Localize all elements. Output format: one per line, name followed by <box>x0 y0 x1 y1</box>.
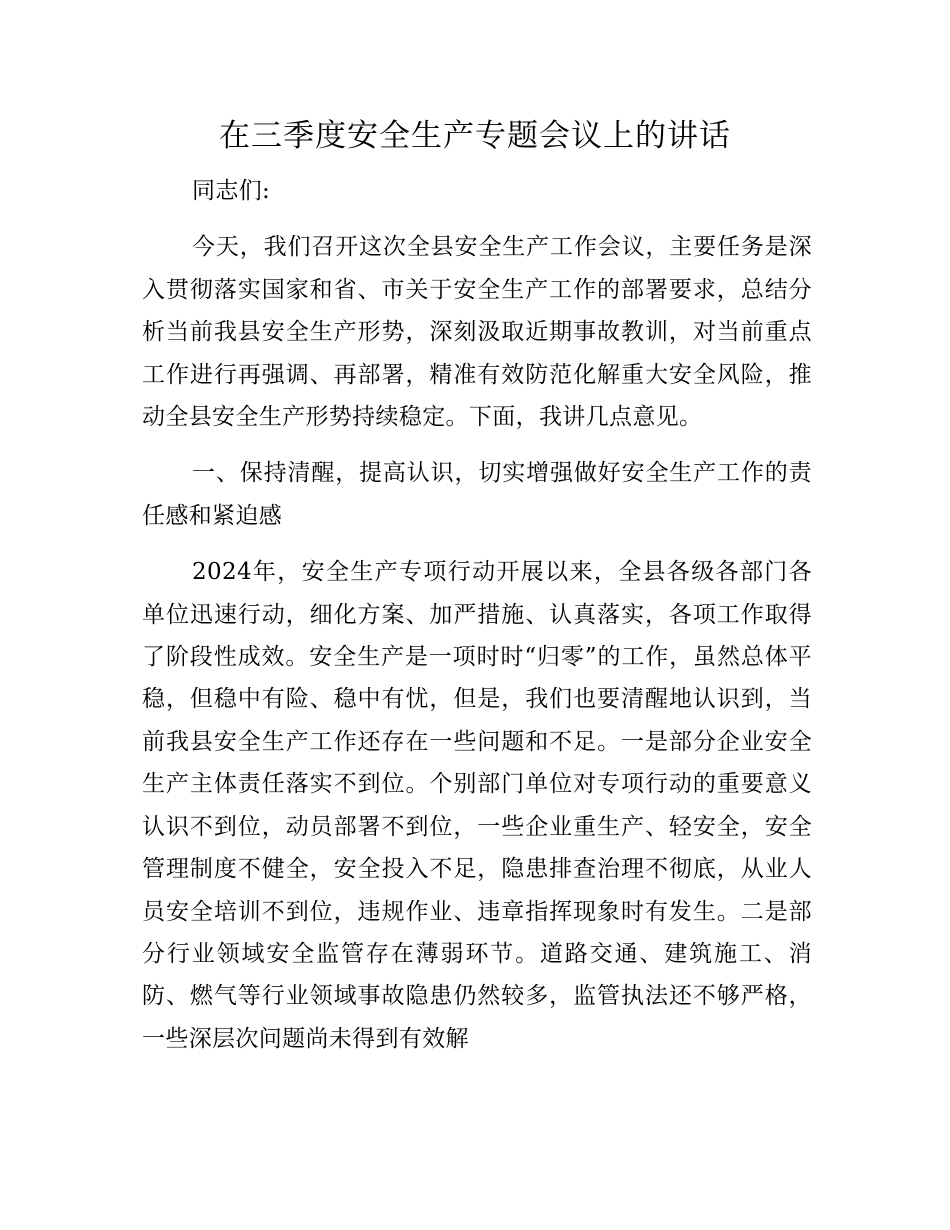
document-title: 在三季度安全生产专题会议上的讲话 <box>219 118 731 154</box>
paragraph-intro: 今天，我们召开这次全县安全生产工作会议，主要任务是深入贯彻落实国家和省、市关于安全生产工作的部署要求，总结分析当前我县安全生产形势，深刻汲取近期事故教训，对当前重点工作进行再强调、再部署，精准有效防范化解重大安全风险，推动全县安全生产形势持续稳定。下面，我讲几点意见。 <box>142 234 812 431</box>
salutation: 同志们: <box>192 178 271 204</box>
section-heading-1: 一、保持清醒，提高认识，切实增强做好安全生产工作的责任感和紧迫感 <box>142 460 812 529</box>
paragraph-section-1: 2024年，安全生产专项行动开展以来，全县各级各部门各单位迅速行动，细化方案、加严措施、认真落实，各项工作取得了阶段性成效。安全生产是一项时时“归零”的工作，虽然总体平稳，但稳中有险、稳中有忧，但是，我们也要清醒地认识到，当前我县安全生产工作还存在一些问题和不足。一是部分企业安全生产主体责任落实不到位。个别部门单位对专项行动的重要意义认识不到位，动员部署不到位，一些企业重生产、轻安全，安全管理制度不健全，安全投入不足，隐患排查治理不彻底，从业人员安全培训不到位，违规作业、违章指挥现象时有发生。二是部分行业领域安全监管存在薄弱环节。道路交通、建筑施工、消防、燃气等行业领域事故隐患仍然较多，监管执法还不够严格，一些深层次问题尚未得到有效解 <box>142 559 812 1052</box>
document-body <box>142 170 812 1060</box>
